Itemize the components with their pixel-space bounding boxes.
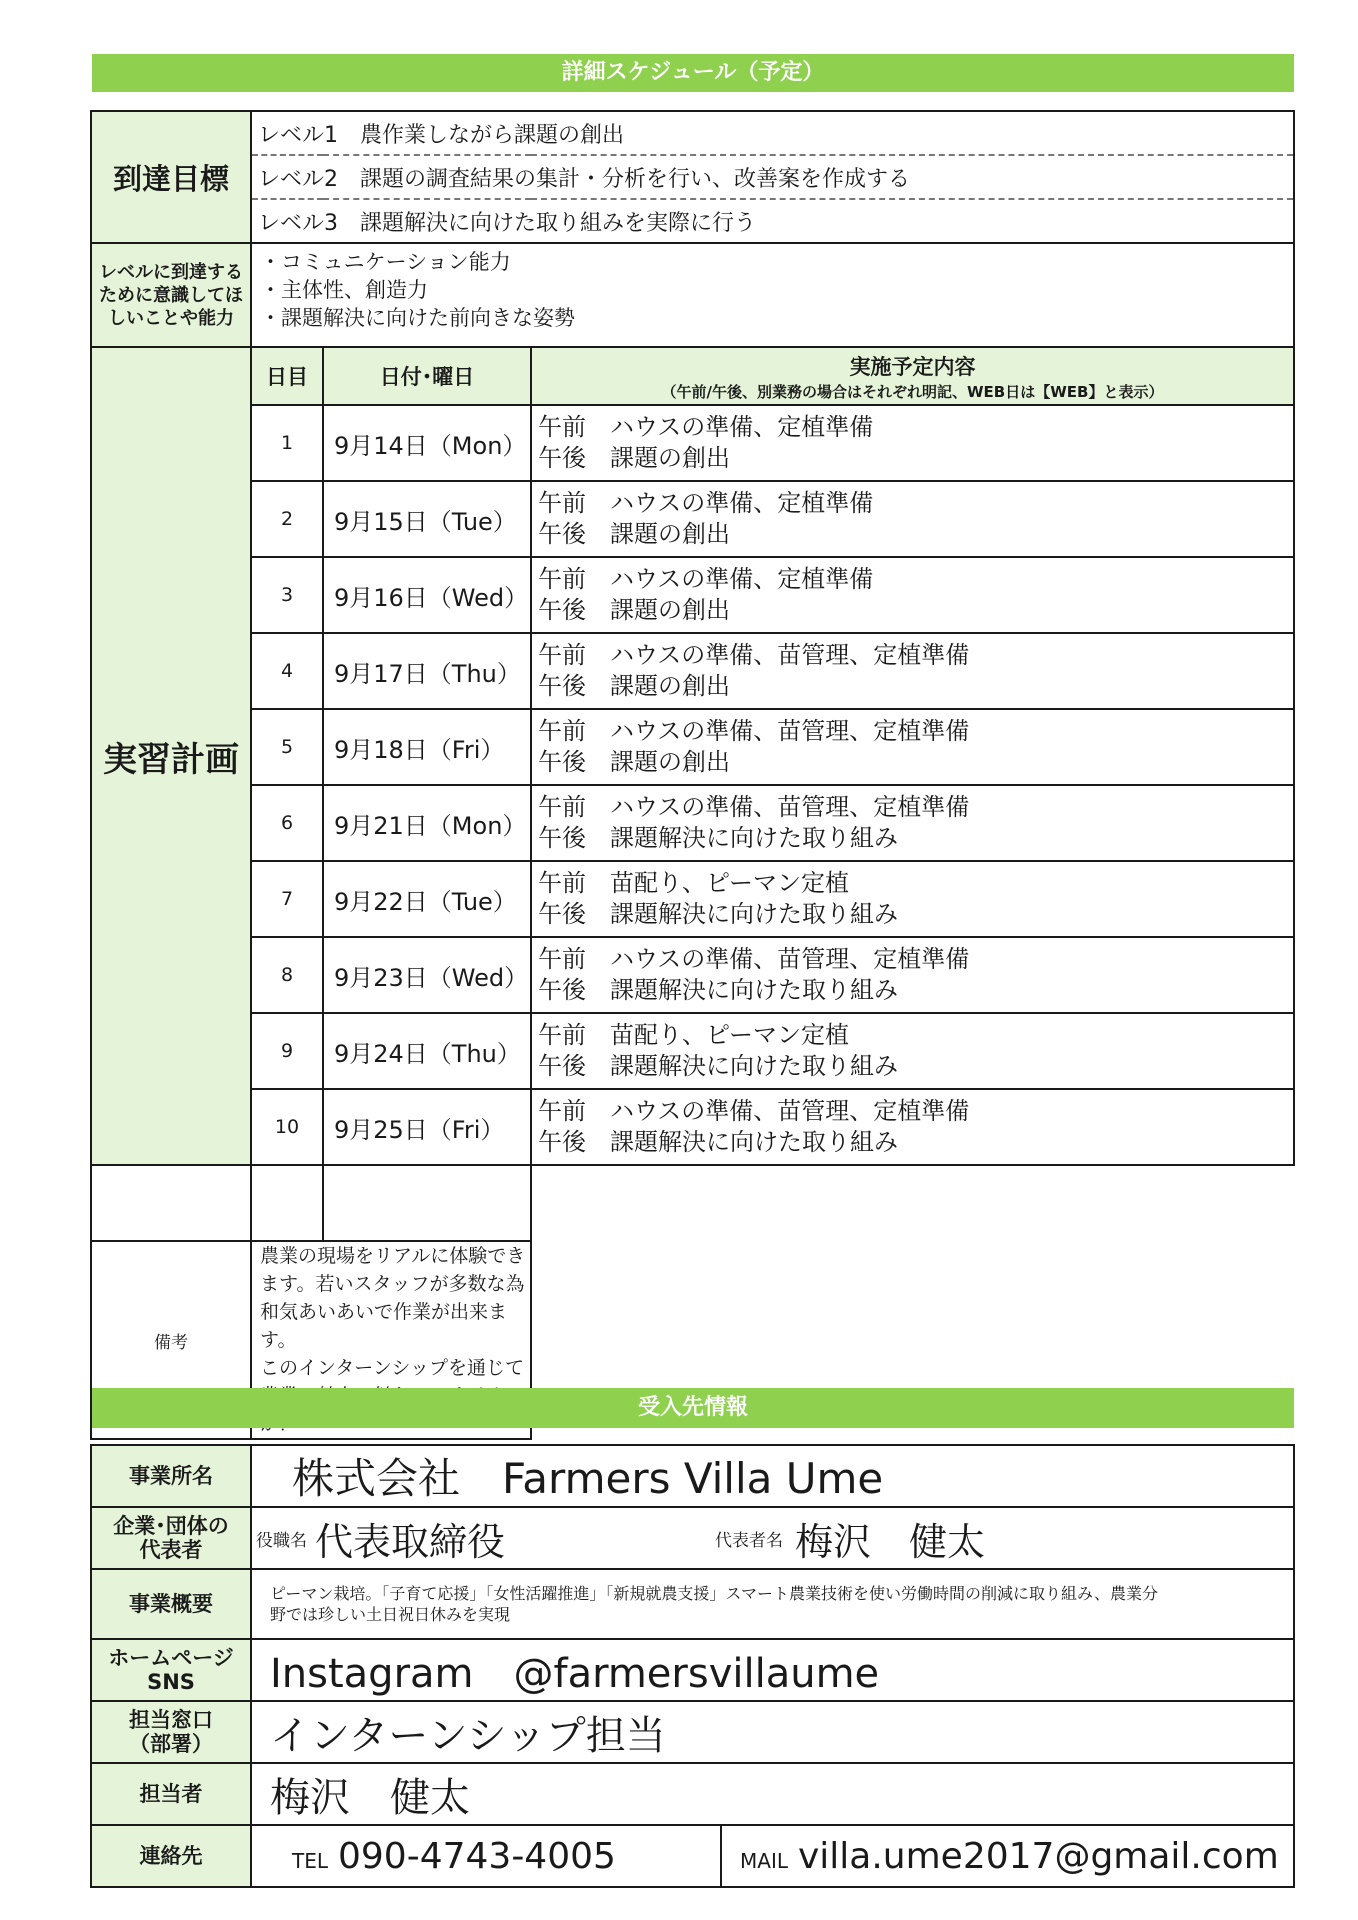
position-label: 役職名: [256, 1530, 307, 1551]
day-pm: 午後 課題の創出: [538, 596, 730, 624]
empty-day-cell: [91, 1165, 251, 1241]
dept-label: 担当窓口 （部署）: [91, 1701, 251, 1763]
summary-label: 事業概要: [91, 1569, 251, 1639]
rep-name-value: 梅沢 健太: [795, 1519, 986, 1564]
dept-value: インターンシップ担当: [251, 1701, 1294, 1763]
day-content: [531, 785, 1294, 861]
day-date: 9月16日（Wed）: [323, 557, 531, 633]
schedule-title: 詳細スケジュール（予定）: [561, 60, 825, 85]
mail-value: villa.ume2017@gmail.com: [797, 1835, 1279, 1877]
goal-level-2: レベル2 課題の調査結果の集計・分析を行い、改善案を作成する: [251, 155, 1294, 199]
header-day: 日目: [251, 347, 323, 405]
day-pm: 午後 課題の創出: [538, 520, 730, 548]
ability-item: ・コミュニケーション能力: [260, 250, 511, 274]
day-am: 午前 ハウスの準備、苗管理、定植準備: [538, 945, 970, 973]
tel-value: 090-4743-4005: [338, 1835, 616, 1877]
schedule-day-row: [91, 785, 1294, 861]
day-am: 午前 苗配り、ピーマン定植: [538, 1021, 850, 1049]
day-date: 9月22日（Tue）: [323, 861, 531, 937]
day-date: 9月25日（Fri）: [323, 1089, 531, 1165]
day-am: 午前 ハウスの準備、苗管理、定植準備: [538, 793, 970, 821]
schedule-day-row: [91, 557, 1294, 633]
day-date: 9月14日（Mon）: [323, 405, 531, 481]
host-title: 受入先情報: [637, 1395, 748, 1420]
host-info-table: [90, 1444, 1295, 1888]
day-number: 9: [251, 1013, 323, 1089]
day-content: [531, 405, 1294, 481]
day-date: 9月21日（Mon）: [323, 785, 531, 861]
person-label: 担当者: [91, 1763, 251, 1825]
day-number: 4: [251, 633, 323, 709]
day-number: 2: [251, 481, 323, 557]
contact-label: 連絡先: [91, 1825, 251, 1887]
ability-item: ・課題解決に向けた前向きな姿勢: [260, 306, 575, 330]
day-pm: 午後 課題解決に向けた取り組み: [538, 1052, 898, 1080]
day-content: [531, 861, 1294, 937]
day-pm: 午後 課題解決に向けた取り組み: [538, 1128, 898, 1156]
day-am: 午前 ハウスの準備、苗管理、定植準備: [538, 717, 970, 745]
day-number: 3: [251, 557, 323, 633]
schedule-day-row: [91, 937, 1294, 1013]
day-content: [531, 557, 1294, 633]
day-am: 午前 ハウスの準備、苗管理、定植準備: [538, 641, 970, 669]
schedule-day-row: [91, 633, 1294, 709]
schedule-day-row: [91, 861, 1294, 937]
day-am: 午前 ハウスの準備、苗管理、定植準備: [538, 1097, 970, 1125]
tel-cell: [251, 1825, 721, 1887]
goal-level-1: レベル1 農作業しながら課題の創出: [251, 111, 1294, 155]
company-label: 事業所名: [91, 1445, 251, 1507]
plan-label: 実習計画: [91, 347, 251, 1165]
day-pm: 午後 課題解決に向けた取り組み: [538, 976, 898, 1004]
day-date: 9月24日（Thu）: [323, 1013, 531, 1089]
representative-label: 企業･団体の 代表者: [91, 1507, 251, 1569]
schedule-day-row: [91, 405, 1294, 481]
schedule-day-row: [91, 481, 1294, 557]
header-content: 実施予定内容 （午前/午後、別業務の場合はそれぞれ明記、WEB日は【WEB】と表示）: [531, 347, 1294, 405]
day-number: 6: [251, 785, 323, 861]
day-am: 午前 ハウスの準備、定植準備: [538, 413, 874, 441]
person-value: 梅沢 健太: [251, 1763, 1294, 1825]
day-content: [531, 1013, 1294, 1089]
day-date: 9月18日（Fri）: [323, 709, 531, 785]
day-number: 7: [251, 861, 323, 937]
mail-cell: [721, 1825, 1294, 1887]
day-date: 9月17日（Thu）: [323, 633, 531, 709]
remarks-text: 農業の現場をリアルに体験できます。若いスタッフが多数な為和気あいあいで作業が出来ます。 このインターンシップを通じて: [251, 1241, 531, 1439]
rep-name-label: 代表者名: [715, 1530, 783, 1551]
day-am: 午前 ハウスの準備、定植準備: [538, 565, 874, 593]
day-pm: 午後 課題の創出: [538, 748, 730, 776]
header-content-note: （午前/午後、別業務の場合はそれぞれ明記、WEB日は【WEB】と表示）: [661, 382, 1164, 401]
tel-label: TEL: [292, 1848, 328, 1873]
web-value: Instagram @farmersvillaume: [251, 1639, 1294, 1701]
schedule-title-bar: [92, 54, 1294, 92]
day-pm: 午後 課題解決に向けた取り組み: [538, 900, 898, 928]
schedule-day-row: [91, 709, 1294, 785]
representative-cell: [251, 1507, 1294, 1569]
day-am: 午前 ハウスの準備、定植準備: [538, 489, 874, 517]
goal-level-3: レベル3 課題解決に向けた取り組みを実際に行う: [251, 199, 1294, 243]
day-date: 9月15日（Tue）: [323, 481, 531, 557]
schedule-day-row: [91, 1013, 1294, 1089]
schedule-day-row: [91, 1089, 1294, 1165]
abilities-label: レベルに到達する ために意識してほ しいことや能力: [91, 243, 251, 347]
header-date: 日付･曜日: [323, 347, 531, 405]
business-summary: ピーマン栽培。「子育て応援」「女性活躍推進」「新規就農支援」スマート農業技術を使い労働時間の削減に取り組み、農業分 野では珍しい土日祝日休みを実現: [251, 1569, 1294, 1639]
day-content: [531, 937, 1294, 1013]
day-pm: 午後 課題の創出: [538, 672, 730, 700]
ability-item: ・主体性、創造力: [260, 278, 428, 302]
day-pm: 午後 課題解決に向けた取り組み: [538, 824, 898, 852]
day-content: [531, 633, 1294, 709]
day-number: 5: [251, 709, 323, 785]
company-name: 株式会社 Farmers Villa Ume: [251, 1445, 1294, 1507]
remarks-label: 備考: [91, 1241, 251, 1439]
position-value: 代表取締役: [315, 1519, 506, 1564]
goals-label: 到達目標: [91, 111, 251, 243]
web-label: ホームページ SNS: [91, 1639, 251, 1701]
day-pm: 午後 課題の創出: [538, 444, 730, 472]
mail-label: MAIL: [740, 1848, 788, 1873]
host-title-bar: [92, 1388, 1294, 1428]
day-content: [531, 1089, 1294, 1165]
schedule-table: [90, 110, 1295, 1440]
empty-date-cell: [251, 1165, 323, 1241]
day-date: 9月23日（Wed）: [323, 937, 531, 1013]
day-number: 1: [251, 405, 323, 481]
day-am: 午前 苗配り、ピーマン定植: [538, 869, 850, 897]
day-number: 10: [251, 1089, 323, 1165]
empty-content-cell: [323, 1165, 531, 1241]
day-content: [531, 709, 1294, 785]
day-content: [531, 481, 1294, 557]
day-number: 8: [251, 937, 323, 1013]
abilities-list: [251, 243, 1294, 347]
